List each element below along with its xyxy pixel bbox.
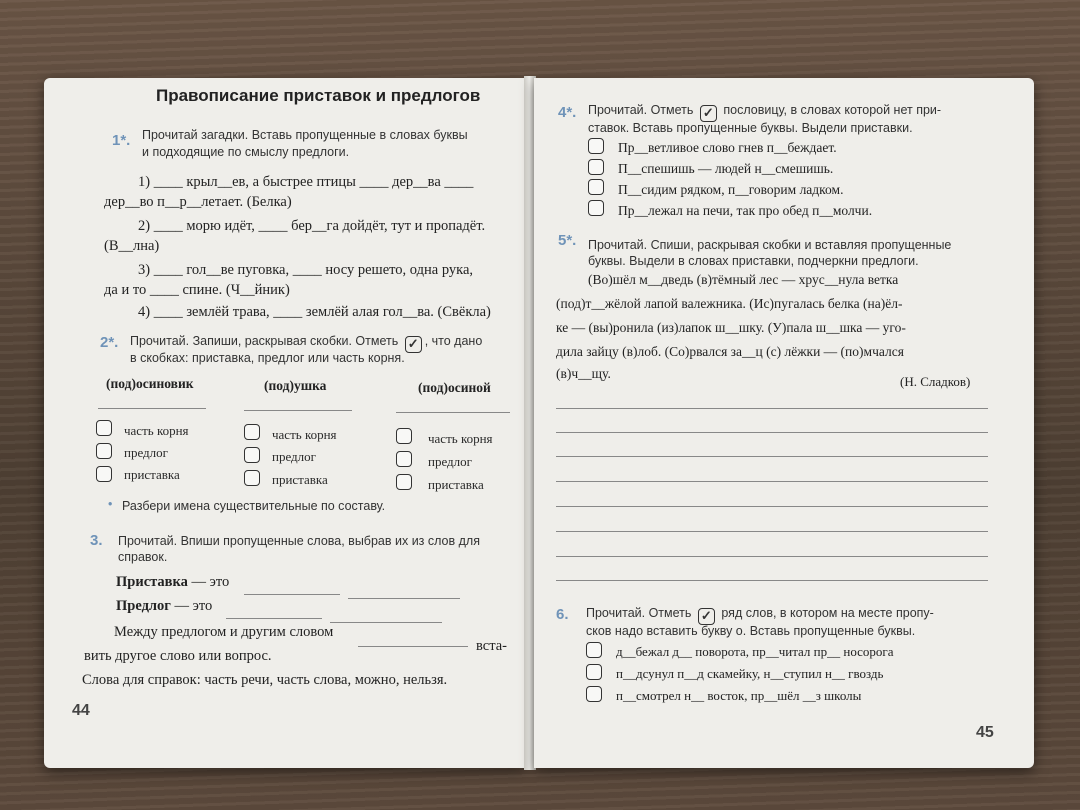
task-3-number: 3. — [90, 532, 103, 549]
text-line-1: (Во)шёл м__дведь (в)тёмный лес — хрус__нула ветка — [588, 272, 899, 287]
riddle-1-line-2: дер__во п__р__летает. (Белка) — [104, 194, 292, 210]
option-label: приставка — [428, 477, 484, 492]
option-label: часть корня — [124, 423, 189, 438]
riddle-4: 4) ____ землёй трава, ____ землёй алая гол__ва. (Свёкла) — [138, 304, 491, 320]
task-2-number: 2*. — [100, 334, 119, 351]
insert-text-continued: вить другое слово или вопрос. — [84, 648, 272, 664]
between-text: Между предлогом и другим словом — [114, 624, 334, 640]
word-podushka: (под)ушка — [264, 378, 327, 393]
task-5-number: 5*. — [558, 232, 577, 249]
page-title: Правописание приставок и предлогов — [156, 86, 481, 105]
word-row-3: п__смотрел н__ восток, пр__шёл __з школы — [616, 688, 862, 703]
check-mark-icon: ✓ — [405, 336, 422, 353]
writing-line[interactable] — [556, 456, 988, 457]
checkbox-preposition[interactable] — [396, 451, 412, 467]
preposition-definition: Предлог — это — [116, 598, 213, 614]
task-2-note: Разбери имена существительные по составу. — [122, 499, 386, 513]
insert-text: вста- — [476, 638, 507, 654]
riddle-2-line-2: (В__лна) — [104, 238, 160, 254]
answer-line[interactable] — [244, 410, 352, 411]
writing-line[interactable] — [556, 432, 988, 433]
checkbox-row-3[interactable] — [586, 686, 602, 702]
writing-line[interactable] — [556, 580, 988, 581]
checkbox-proverb-4[interactable] — [588, 200, 604, 216]
checkbox-proverb-1[interactable] — [588, 138, 604, 154]
task-4-number: 4*. — [558, 104, 577, 121]
task-5-instruction-line-2: буквы. Выдели в словах приставки, подчеркни предлоги. — [588, 254, 919, 268]
text-line-4: дила зайцу (в)лоб. (Со)рвался за__ц (с) лёжки — (по)мчался — [556, 344, 904, 359]
task-5-instruction-line-1: Прочитай. Спиши, раскрывая скобки и вставляя пропущенные — [588, 238, 952, 252]
answer-line[interactable] — [396, 412, 510, 413]
writing-line[interactable] — [556, 481, 988, 482]
writing-line[interactable] — [556, 506, 988, 507]
checkbox-root-part[interactable] — [96, 420, 112, 436]
proverb-1: Пр__ветливое слово гнев п__беждает. — [618, 140, 837, 155]
checkbox-row-1[interactable] — [586, 642, 602, 658]
riddle-3-line-1: 3) ____ гол__ве пуговка, ____ носу решето, одна рука, — [138, 262, 474, 278]
task-6-number: 6. — [556, 606, 569, 623]
text-line-3: ке — (вы)ронила (из)лапок ш__шку. (У)пала ш__шка — уго- — [556, 320, 906, 335]
answer-line[interactable] — [226, 618, 322, 619]
answer-line[interactable] — [348, 598, 460, 599]
writing-line[interactable] — [556, 531, 988, 532]
checkbox-prefix[interactable] — [396, 474, 412, 490]
option-label: предлог — [124, 445, 168, 460]
task-3-instruction-line-2: справок. — [118, 550, 168, 564]
proverb-3: П__сидим рядком, п__говорим ладком. — [618, 182, 844, 197]
proverb-4: Пр__лежал на печи, так про обед п__молчи. — [618, 203, 873, 218]
option-label: приставка — [124, 467, 180, 482]
riddle-3-line-2: да и то ____ спине. (Ч__йник) — [104, 282, 290, 298]
check-mark-icon: ✓ — [700, 105, 717, 122]
task-1-number: 1*. — [112, 132, 131, 149]
riddle-2-line-1: 2) ____ морю идёт, ____ бер__га дойдёт, тут и пропадёт. — [138, 218, 486, 234]
page-number-left: 44 — [72, 702, 90, 719]
checkbox-prefix[interactable] — [96, 466, 112, 482]
task-4-instruction-line-2: ставок. Вставь пропущенные буквы. Выдели приставки. — [588, 121, 913, 135]
option-label: часть корня — [428, 431, 493, 446]
page-number-right: 45 — [976, 724, 994, 741]
option-label: часть корня — [272, 427, 337, 442]
writing-line[interactable] — [556, 556, 988, 557]
answer-line[interactable] — [358, 646, 468, 647]
answer-line[interactable] — [330, 622, 442, 623]
task-4-instruction-line-1: Прочитай. Отметь ✓ пословицу, в словах которой нет при- — [588, 103, 942, 120]
option-label: приставка — [272, 472, 328, 487]
checkbox-row-2[interactable] — [586, 664, 602, 680]
word-podosinovik: (под)осиновик — [106, 376, 194, 391]
checkbox-root-part[interactable] — [396, 428, 412, 444]
proverb-2: П__спешишь — людей н__смешишь. — [618, 161, 834, 176]
checkbox-proverb-2[interactable] — [588, 159, 604, 175]
task-1-instruction-line-2: и подходящие по смыслу предлоги. — [142, 145, 350, 159]
riddle-1-line-1: 1) ____ крыл__ев, а быстрее птицы ____ дер__ва ____ — [138, 174, 474, 190]
task-3-instruction-line-1: Прочитай. Впиши пропущенные слова, выбрав их из слов для — [118, 534, 480, 548]
bullet-icon: • — [108, 497, 113, 511]
author: (Н. Сладков) — [900, 374, 971, 389]
answer-line[interactable] — [98, 408, 206, 409]
prefix-definition: Приставка — это — [116, 574, 230, 590]
checkbox-prefix[interactable] — [244, 470, 260, 486]
word-podosinoy: (под)осиной — [418, 380, 491, 395]
text-line-2: (под)т__жёлой лапой валежника. (Ис)пугалась белка (на)ёл- — [556, 296, 903, 311]
checkbox-preposition[interactable] — [96, 443, 112, 459]
checkbox-proverb-3[interactable] — [588, 179, 604, 195]
answer-line[interactable] — [244, 594, 340, 595]
task-2-instruction-line-1: Прочитай. Запиши, раскрывая скобки. Отметь ✓ , что дано — [130, 334, 483, 351]
task-6-instruction-line-1: Прочитай. Отметь ✓ ряд слов, в котором на месте пропу- — [586, 606, 934, 623]
word-row-2: п__дсунул п__д скамейку, н__ступил н__ гвоздь — [616, 666, 884, 681]
check-mark-icon: ✓ — [698, 608, 715, 625]
task-2-instruction-line-2: в скобках: приставка, предлог или часть корня. — [130, 351, 405, 365]
checkbox-preposition[interactable] — [244, 447, 260, 463]
option-label: предлог — [428, 454, 472, 469]
option-label: предлог — [272, 449, 316, 464]
task-6-instruction-line-2: сков надо вставить букву о. Вставь пропущенные буквы. — [586, 624, 916, 638]
text-line-5: (в)ч__щу. — [556, 366, 611, 381]
task-1-instruction-line-1: Прочитай загадки. Вставь пропущенные в словах буквы — [142, 128, 468, 142]
word-row-1: д__бежал д__ поворота, пр__читал пр__ носорога — [616, 644, 894, 659]
writing-line[interactable] — [556, 408, 988, 409]
reference-words: Слова для справок: часть речи, часть слова, можно, нельзя. — [82, 672, 448, 688]
checkbox-root-part[interactable] — [244, 424, 260, 440]
